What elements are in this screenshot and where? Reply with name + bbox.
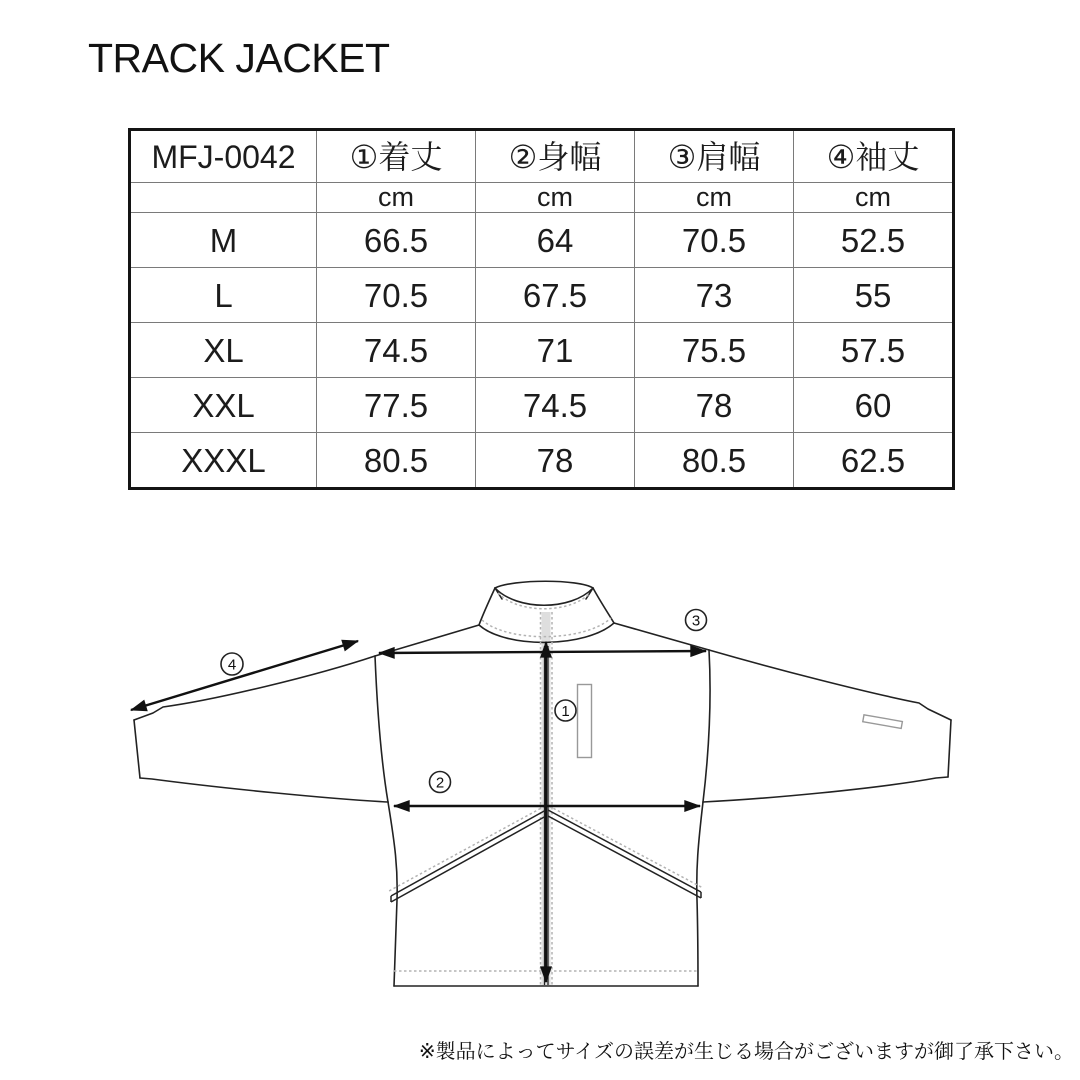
measurement-arrows — [131, 641, 706, 982]
left-pocket-opening — [391, 810, 546, 896]
left-cuff — [134, 720, 140, 778]
size-label: XL — [130, 323, 317, 378]
size-label: XXXL — [130, 433, 317, 489]
page-title: TRACK JACKET — [88, 35, 390, 81]
value-cell: 71 — [476, 323, 635, 378]
left-sleeve — [134, 656, 375, 720]
size-label: XXL — [130, 378, 317, 433]
value-cell: 74.5 — [317, 323, 476, 378]
length-marker-label: 1 — [561, 703, 570, 720]
right-sleeve — [709, 650, 951, 720]
value-cell: 66.5 — [317, 213, 476, 268]
value-cell: 60 — [794, 378, 954, 433]
right-cuff — [948, 720, 951, 777]
jacket-measurement-diagram — [0, 555, 1080, 1015]
value-cell: 55 — [794, 268, 954, 323]
value-cell: 74.5 — [476, 378, 635, 433]
unit-cell-empty — [130, 183, 317, 213]
unit-cell: cm — [794, 183, 954, 213]
value-cell: 70.5 — [635, 213, 794, 268]
value-cell: 78 — [476, 433, 635, 489]
value-cell: 52.5 — [794, 213, 954, 268]
value-cell: 77.5 — [317, 378, 476, 433]
chest-pocket-welt — [578, 685, 592, 758]
size-label: M — [130, 213, 317, 268]
value-cell: 73 — [635, 268, 794, 323]
value-cell: 57.5 — [794, 323, 954, 378]
table-row — [130, 323, 954, 378]
col-header-body-width: ②身幅 — [476, 130, 635, 183]
value-cell: 64 — [476, 213, 635, 268]
model-code: MFJ-0042 — [130, 130, 317, 183]
size-table — [128, 128, 955, 490]
col-header-length: ①着丈 — [317, 130, 476, 183]
unit-cell: cm — [635, 183, 794, 213]
table-row — [130, 378, 954, 433]
value-cell: 80.5 — [635, 433, 794, 489]
right-pocket-opening — [548, 810, 701, 892]
unit-cell: cm — [317, 183, 476, 213]
measurement-labels — [221, 610, 707, 793]
value-cell: 67.5 — [476, 268, 635, 323]
measure-arrow-sleeve-length — [131, 641, 358, 710]
table-unit-row — [130, 183, 954, 213]
col-header-sleeve-length: ④袖丈 — [794, 130, 954, 183]
measure-arrow-shoulder-width — [379, 651, 706, 653]
table-row — [130, 213, 954, 268]
sleeve-label-patch — [863, 715, 903, 729]
body-width-marker-label: 2 — [435, 774, 445, 792]
footnote: ※製品によってサイズの誤差が生じる場合がございますが御了承下さい。 — [418, 1041, 1074, 1063]
pockets — [391, 685, 902, 903]
unit-cell: cm — [476, 183, 635, 213]
value-cell: 78 — [635, 378, 794, 433]
col-header-shoulder-width: ③肩幅 — [635, 130, 794, 183]
value-cell: 70.5 — [317, 268, 476, 323]
table-row — [130, 268, 954, 323]
value-cell: 62.5 — [794, 433, 954, 489]
value-cell: 75.5 — [635, 323, 794, 378]
table-header-row — [130, 130, 954, 183]
size-label: L — [130, 268, 317, 323]
shoulder-width-marker-label: 3 — [691, 612, 701, 630]
table-row — [130, 433, 954, 489]
sleeve-length-marker-label: 4 — [227, 656, 237, 674]
value-cell: 80.5 — [317, 433, 476, 489]
